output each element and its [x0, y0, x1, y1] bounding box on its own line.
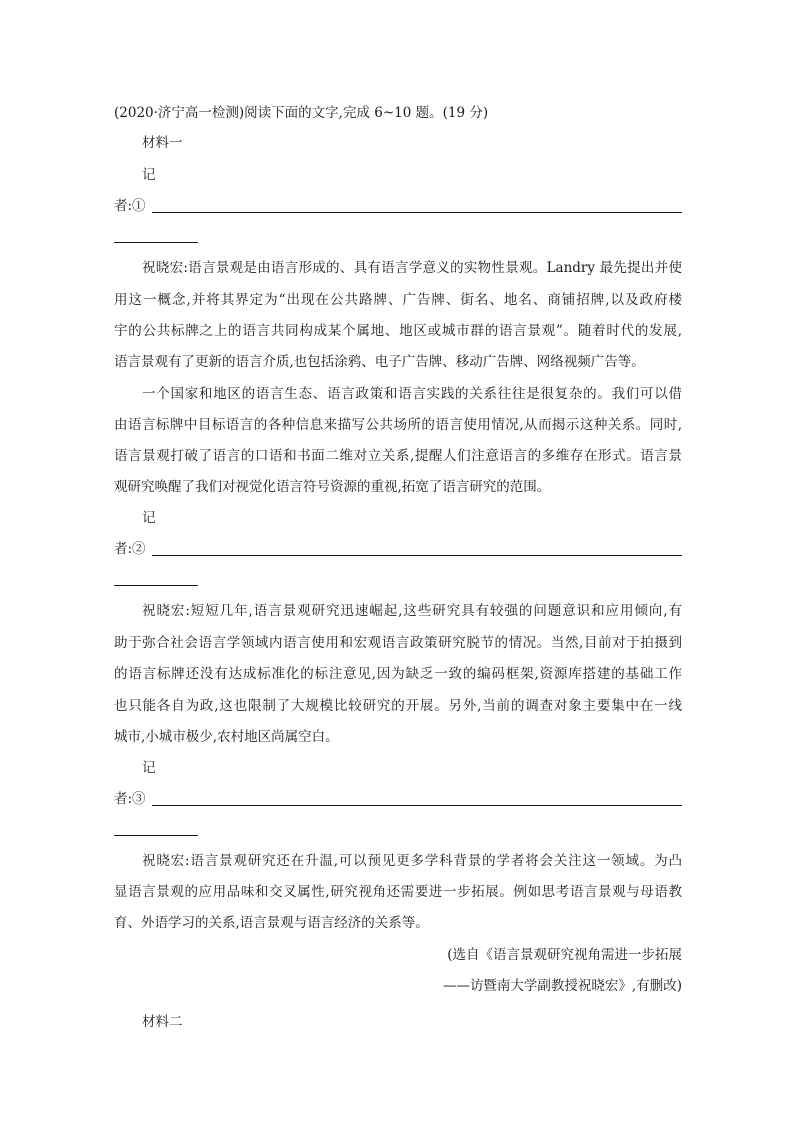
paragraph-line: 由语言标牌中目标语言的各种信息来描写公共场所的语言使用情况,从而揭示这种关系。同时, [114, 417, 682, 433]
reporter-label-char: 记 [142, 760, 156, 776]
paragraph-line: 助于弥合社会语言学领域内语言使用和宏观语言政策研究脱节的情况。当然,目前对于拍摄到 [114, 635, 682, 651]
material-two-title: 材料二 [142, 1014, 183, 1030]
paragraph-line: 祝晓宏:语言景观研究还在升温,可以预见更多学科背景的学者将会关注这一领域。为凸 [142, 853, 682, 869]
source-citation: (选自《语言景观研究视角需进一步拓展 [447, 947, 682, 963]
blank-line [152, 555, 682, 556]
paragraph-line: 一个国家和地区的语言生态、语言政策和语言实践的关系往往是很复杂的。我们可以借 [142, 386, 682, 402]
paragraph-line: 的语言标牌还没有达成标准化的标注意见,因为缺乏一致的编码框架,资源库搭建的基础工作 [114, 666, 682, 682]
paragraph-line: 城市,小城市极少,农村地区尚属空白。 [114, 729, 339, 745]
blank-line-continuation [114, 835, 198, 836]
reporter-label-char: 记 [142, 167, 156, 183]
paragraph-line: 也只能各自为政,这也限制了大规模比较研究的开展。另外,当前的调查对象主要集中在一线 [114, 698, 682, 714]
blank-line [152, 212, 682, 213]
paragraph-line: 显语言景观的应用品味和交叉属性,研究视角还需要进一步拓展。例如思考语言景观与母语教 [114, 884, 682, 900]
paragraph-line: 观研究唤醒了我们对视觉化语言符号资源的重视,拓宽了语言研究的范围。 [114, 479, 551, 495]
paragraph-line: 用这一概念,并将其界定为“出现在公共路牌、广告牌、街名、地名、商铺招牌,以及政府楼 [114, 292, 682, 308]
source-citation: ——访暨南大学副教授祝晓宏》,有删改) [442, 978, 682, 994]
blank-line-continuation [114, 585, 198, 586]
paragraph-line: 育、外语学习的关系,语言景观与语言经济的关系等。 [114, 915, 429, 931]
paragraph-line: 宇的公共标牌之上的语言共同构成某个属地、地区或城市群的语言景观”。随着时代的发展, [114, 323, 682, 339]
reporter-label-char: 记 [142, 510, 156, 526]
material-one-title: 材料一 [142, 135, 183, 151]
answer-blank-3[interactable] [114, 789, 682, 809]
answer-blank-2[interactable] [114, 539, 682, 559]
answer-blank-1[interactable] [114, 196, 682, 216]
blank-line [152, 805, 682, 806]
paragraph-line: 语言景观打破了语言的口语和书面二维对立关系,提醒人们注意语言的多维存在形式。语言景 [114, 448, 682, 464]
reporter-label-2: 者:② [114, 541, 146, 557]
reporter-label-3: 者:③ [114, 791, 146, 807]
question-header: (2020·济宁高一检测)阅读下面的文字,完成 6~10 题。(19 分) [114, 105, 489, 121]
paragraph-line: 祝晓宏:语言景观是由语言形成的、具有语言学意义的实物性景观。Landry 最先提出并使 [142, 260, 682, 276]
paragraph-line: 祝晓宏:短短几年,语言景观研究迅速崛起,这些研究具有较强的问题意识和应用倾向,有 [142, 603, 682, 619]
paragraph-line: 语言景观有了更新的语言介质,也包括涂鸦、电子广告牌、移动广告牌、网络视频广告等。 [114, 354, 645, 370]
blank-line-continuation [114, 242, 198, 243]
reporter-label-1: 者:① [114, 198, 146, 214]
